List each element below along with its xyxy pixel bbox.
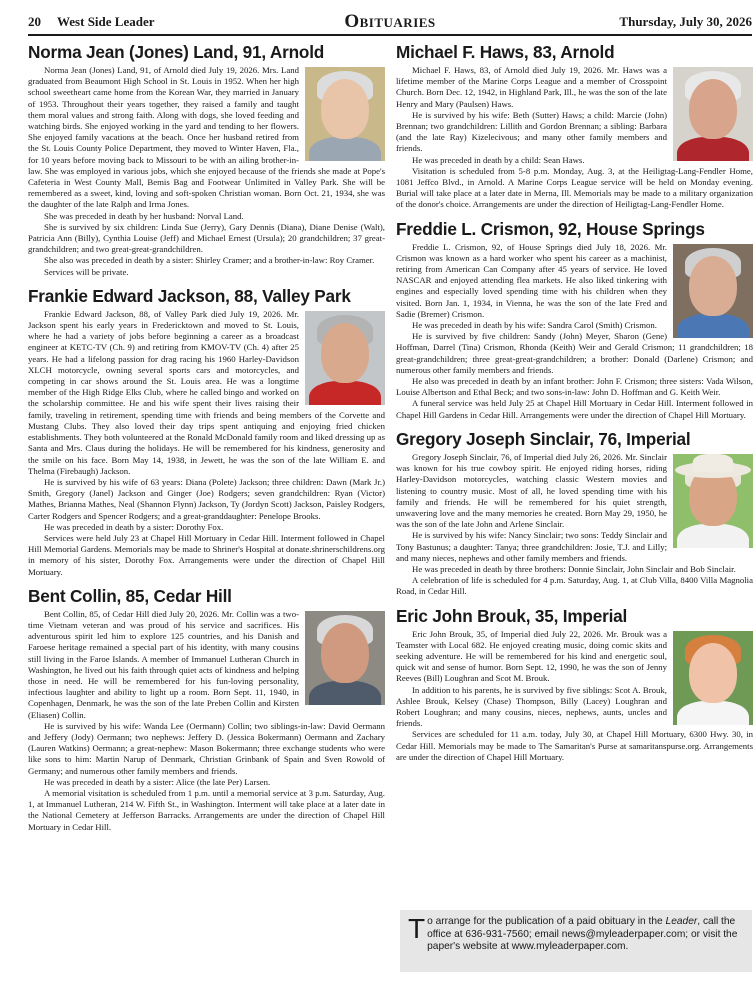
man-portrait-smiling: [305, 611, 385, 705]
obituary-paragraph: He is survived by his wife: Nancy Sinclair; two sons: Teddy Sinclair and Tony Bastunus; a daughter: Tanya; three grandchildren: Josie, T.J. and Lilly; and many nieces, nephews and other family members and friends.: [396, 530, 667, 563]
portrait-face: [689, 79, 737, 139]
man-portrait-red-shirt: [305, 311, 385, 405]
obituary-paragraph: Frankie Edward Jackson, 88, of Valley Park died July 19, 2026. Mr. Jackson spent his early years in Fredericktown and moved to St. Louis, where he had a variety of jobs before beginning a career as a broadcast engineer at KETC-TV (Ch. 9) and retiring from KMOV-TV (Ch. 4) after 25 years. He had a lifelong passion for drag racing his 1960 Harley-Davidson XLCH motorcycle, owning several sports cars and motorcycles, and competing in car shows around the St. Louis area. He was a longtime member of the High Ridge Elks Club, where he called bingo and worked on the scholarship committee. He and his wife spent their lives raising their family, traveling in retirement, spending time with friends and being members of the Corvette and Mustang Clubs. They also loved their day trips spent antiquing and enjoying fried chicken establishments. They both volunteered at the Ronald McDonald family room and liked dressing up as Santa and Mrs. Claus during the holidays. He will be remembered for his kindness, generosity and the smile on his face. Born May 14, 1938, in Jewett, he was the son of the late William E. and Thelma (Firebaugh) Jackson.: [28, 308, 385, 476]
portrait-clothing: [677, 314, 749, 338]
page-header: [28, 12, 752, 36]
issue-date: Thursday, July 30, 2026: [619, 14, 752, 29]
obituary-paragraph: He is survived by his wife: Wanda Lee (Oermann) Collin; two siblings-in-law: David Oermann and Jeffery (Jody) Oermann; two nephews: Jeffery D. (Jessica Bokermann) Oermann and Zachary (Lauren Watkins) Oermann; a great-nephew: Mason Bokermann; three exchange students who were like sons to him: Martin Narup of Denmark, Christian Grinbank of Spain and Sven Rowold of Germany; and numerous other family members and friends.: [28, 720, 385, 776]
notice-leader-italic: Leader: [665, 916, 698, 927]
obituary-headline: Gregory Joseph Sinclair, 76, Imperial: [396, 428, 691, 449]
man-portrait-cowboy-hat: [673, 454, 753, 548]
page-number: 20: [28, 14, 41, 29]
obituary-paragraph: Services were held July 23 at Chapel Hill Mortuary in Cedar Hill. Interment followed in Chapel Hill Memorial Gardens. Memorials may be made to Shriner's Hospital at donate.shrinerschildrens.org in memory of his sister, Dorothy Fox. Arrangements were under the direction of Chapel Hill Mortuary.: [28, 532, 385, 577]
notice-text-2: , call the office at 636-931-7560; email news@myleaderpaper.com; or visit the paper's website at www.myleaderpaper.com.: [427, 916, 738, 952]
obituary-paragraph: He was preceded in death by a sister: Dorothy Fox.: [44, 521, 224, 532]
obituary-article: [28, 42, 385, 278]
obituary-article: [396, 429, 753, 598]
notice-drop-cap: T: [408, 913, 426, 944]
obituary-paragraph: Bent Collin, 85, of Cedar Hill died July 20, 2026. Mr. Collin was a two-time Vietnam veteran and was proud of his service and sacrifices. His adventurous spirit led him to explore 125 countries, and his Danish and Faroese heritage remained a special part of his identity, with many cousins still living in the Faroe Islands. A member of Immanuel Lutheran Church in Washington, he lived out his faith through quiet acts of kindness and helping those in need. He will be remembered for his fun-loving personality, infectious laughter and ability to light up a room. Born Sept. 11, 1940, in Copenhagen, Denmark, he was the son of the late Preben Collin and Kirsten (Eliasen) Collin.: [28, 608, 299, 720]
section-title: Obituaries: [344, 11, 436, 32]
obituary-paragraph: In addition to his parents, he is survived by five siblings: Scot A. Brouk, Ashlee Brouk, Kelsey (Chase) Thompson, Billy (Lacey) Loughran and Robert Loughran; and many cousins, nieces, nephews, aunts, uncles and friends.: [396, 684, 667, 729]
notice-text-1: o arrange for the publication of a paid obituary in the: [427, 916, 666, 927]
obituary-paragraph: A memorial visitation is scheduled from 1 p.m. until a memorial service at 3 p.m. Saturday, Aug. 1, at Immanuel Lutheran, 214 W. Fifth St., in Washington. Interment will take place at a later date in the National Cemetery at Jefferson Barracks. Arrangements are under the direction of Chapel Hill Mortuary in Cedar Hill.: [28, 787, 385, 832]
portrait-clothing: [677, 137, 749, 161]
obituary-paragraph: A funeral service was held July 25 at Chapel Hill Mortuary in Cedar Hill. Interment followed in Chapel Hill Gardens in Cedar Hill. Arrangements were under the direction of Chapel Hill Mortuary.: [396, 398, 753, 420]
portrait-clothing: [309, 137, 381, 161]
young-man-portrait: [673, 631, 753, 725]
obituary-paragraph: Services will be private.: [44, 266, 129, 277]
man-portrait-glasses-red-jacket: [673, 67, 753, 161]
obituary-headline: Michael F. Haws, 83, Arnold: [396, 42, 615, 62]
portrait-face: [321, 79, 369, 139]
publication-name: West Side Leader: [57, 14, 155, 29]
obituary-paragraph: He was preceded in death by a sister: Alice (the late Per) Larsen.: [44, 776, 271, 787]
obituary-headline: Freddie L. Crismon, 92, House Springs: [396, 218, 705, 239]
obituary-article: [396, 219, 753, 421]
obituary-paragraph: Norma Jean (Jones) Land, 91, of Arnold died July 19, 2026. Mrs. Land graduated from Beaumont High School in St. Louis in 1952. When her high school sweetheart came home from the Korean War, they married in January of 1953. Throughout their years together, they raised a family and taught them moral values and strong faith. Along with dogs, she loved feeding and watching birds. She enjoyed working in the yard and tending to her flowers. She enjoyed family vacations at the beach. Once her husband retired from the St. Louis County Police Department, they moved to Winter Haven, Fla., for 10 years before moving back to Missouri to be with an ailing brother-in-law. She was employed in various jobs, which she enjoyed because of the friends she made at Pope's Cafeteria in West County Mall, Bemis Bag and Footwear Unlimited in Valley Park. She will be remembered as a sweet, kind, loving and soft-spoken Christian woman. Born Oct. 21, 1934, she was the daughter of the late Ralph and Irma Jones.: [28, 65, 385, 210]
left-column: [28, 42, 385, 841]
obituary-headline: Bent Collin, 85, Cedar Hill: [28, 585, 232, 606]
obituary-paragraph: He was preceded in death by his wife: Sandra Carol (Smith) Crismon.: [412, 320, 657, 331]
obituary-paragraph: He is survived by his wife: Beth (Sutter) Haws; a child: Marcie (John) Brennan; two grandchildren: Lillith and Gordon Brennan; a sibling: Barbara (and the late Ray) Kizelecivous; and many other family members and friends.: [396, 109, 667, 154]
portrait-face: [321, 323, 369, 383]
portrait-face: [689, 256, 737, 316]
portrait-face: [689, 643, 737, 703]
portrait-clothing: [309, 681, 381, 705]
obituary-paragraph: Freddie L. Crismon, 92, of House Springs died July 18, 2026. Mr. Crismon was known as a hard worker who spent his career as a machinist, retiring from American Can Company after 45 years of service. He loved NASCAR and enjoyed attending flea markets. He also liked tinkering with engines and especially loved spending time with his children when they visited. Born Jan. 1, 1934, in Vienna, he was the son of the late Fred and Sadie (Bremer) Crismon.: [396, 241, 667, 319]
portrait-face: [321, 623, 369, 683]
portrait-clothing: [677, 701, 749, 725]
obituary-paragraph: He is survived by five children: Sandy (John) Meyer, Sharon (Gene) Hoffman, Darrel (Tina) Crismon, Rhonda (Keith) Weir and Gerald Crismon; 11 grandchildren; 18 great-grandchildren; three great-great-grandchildren; a brother: Donald (Darlene) Crismon; and numerous other family members and friends.: [396, 331, 753, 375]
obituary-article: [28, 586, 385, 833]
obituary-paragraph: She is survived by six children: Linda Sue (Jerry), Gary Dennis (Diana), Diane Denise (Walt), Patricia Ann (Billy), Cynthia Louise (Jeff) and Michael Ernest (Ursula); 20 grandchildren; 37 great-grandchildren; and two great-great-grandchildren.: [28, 221, 385, 255]
obituary-paragraph: Visitation is scheduled from 5-8 p.m. Monday, Aug. 3, at the Heiligtag-Lang-Fendler Home, 1081 Jeffco Blvd., in Arnold. A Marine Corps League service will be held on Monday evening. Burial will take place at a later date in Merna, Ill. Memorials may be made to a military organization of the donor's choice. Arrangements are under the direction of Heiligtag-Lang-Fendler Home.: [396, 165, 753, 210]
woman-portrait: [305, 67, 385, 161]
obituary-article: [396, 42, 753, 211]
obituary-paragraph: He also was preceded in death by an infant brother: John F. Crismon; three sisters: Vada Wilson, Louise Albertson and Ethal Beck; and two sons-in-law: John D. Hoffman and G. Keith Weir.: [396, 376, 753, 398]
cowboy-hat-crown: [693, 454, 733, 472]
right-column: [396, 42, 753, 771]
obituary-headline: Norma Jean (Jones) Land, 91, Arnold: [28, 42, 325, 62]
portrait-clothing: [309, 381, 381, 405]
obituary-paragraph: He was preceded in death by a child: Sean Haws.: [412, 154, 585, 165]
obituary-notice-box: [400, 910, 752, 972]
obituary-article: [28, 286, 385, 578]
man-portrait-glasses-blue-shirt: [673, 244, 753, 338]
obituary-headline: Eric John Brouk, 35, Imperial: [396, 605, 628, 626]
obituary-paragraph: She also was preceded in death by a sister: Shirley Cramer; and a brother-in-law: Roy Cramer.: [44, 255, 375, 266]
obituary-article: [396, 606, 753, 763]
obituary-paragraph: Eric John Brouk, 35, of Imperial died July 22, 2026. Mr. Brouk was a Teamster with Local 682. He enjoyed creating music, doing comic skits and seeking adventure. He will be remembered for his kind and energetic soul, quick wit and sense of humor. Born Sept. 12, 1990, he was the son of Jenny Reeves (Bill) Loughran and Scot M. Brouk.: [396, 628, 667, 684]
obituary-paragraph: He is survived by his wife of 63 years: Diana (Polete) Jackson; three children: Dawn (Mark Jr.) Smith, Gregory (Janel) Jackson and Ginger (Joe) Rodgers; seven grandchildren: Ryan (Victor) Mathes, Brianna Mathes, Neal (Shannon Flynn) Jackson, Ty (Jordyn Scott) Jackson, Paisley Rodgers, Carter Rodgers and Spencer Rodgers; and a great-granddaughter: Penelope Brooks.: [28, 476, 385, 521]
obituary-paragraph: Michael F. Haws, 83, of Arnold died July 19, 2026. Mr. Haws was a lifetime member of the Marine Corps League and a member of Crosspoint Church. Born Dec. 12, 1942, in Highland Park, Ill., he was the son of the late Henry and Mary (Paulsen) Haws.: [396, 65, 667, 109]
obituary-paragraph: Services are scheduled for 11 a.m. today, July 30, at Chapel Hill Mortuary, 6300 Hwy. 30, in Cedar Hill. Memorials may be made to The Samaritan's Purse at samaritanspurse.org. Arrangements are under the direction of Chapel Hill Mortuary.: [396, 729, 753, 762]
portrait-clothing: [677, 524, 749, 548]
obituary-paragraph: A celebration of life is scheduled for 4 p.m. Saturday, Aug. 1, at Club Villa, 8400 Villa Magnolia Road, in Cedar Hill.: [396, 575, 753, 597]
obituary-paragraph: Gregory Joseph Sinclair, 76, of Imperial died July 26, 2026. Mr. Sinclair was known for his true cowboy spirit. He enjoyed riding horses, riding Harley-Davidson motorcycles, watching classic Western movies and listening to country music. Most of all, he loved spending time with his family and friends. He will be remembered for his quiet strength, unwavering love and the many memories he created. Born May 29, 1950, he was the son of the late John and Arlene Sinclair.: [396, 451, 667, 530]
obituary-paragraph: She was preceded in death by her husband: Norval Land.: [44, 210, 244, 221]
obituary-headline: Frankie Edward Jackson, 88, Valley Park: [28, 285, 351, 306]
obituary-paragraph: He was preceded in death by three brothers: Donnie Sinclair, John Sinclair and Bob Sinclair.: [412, 563, 736, 574]
